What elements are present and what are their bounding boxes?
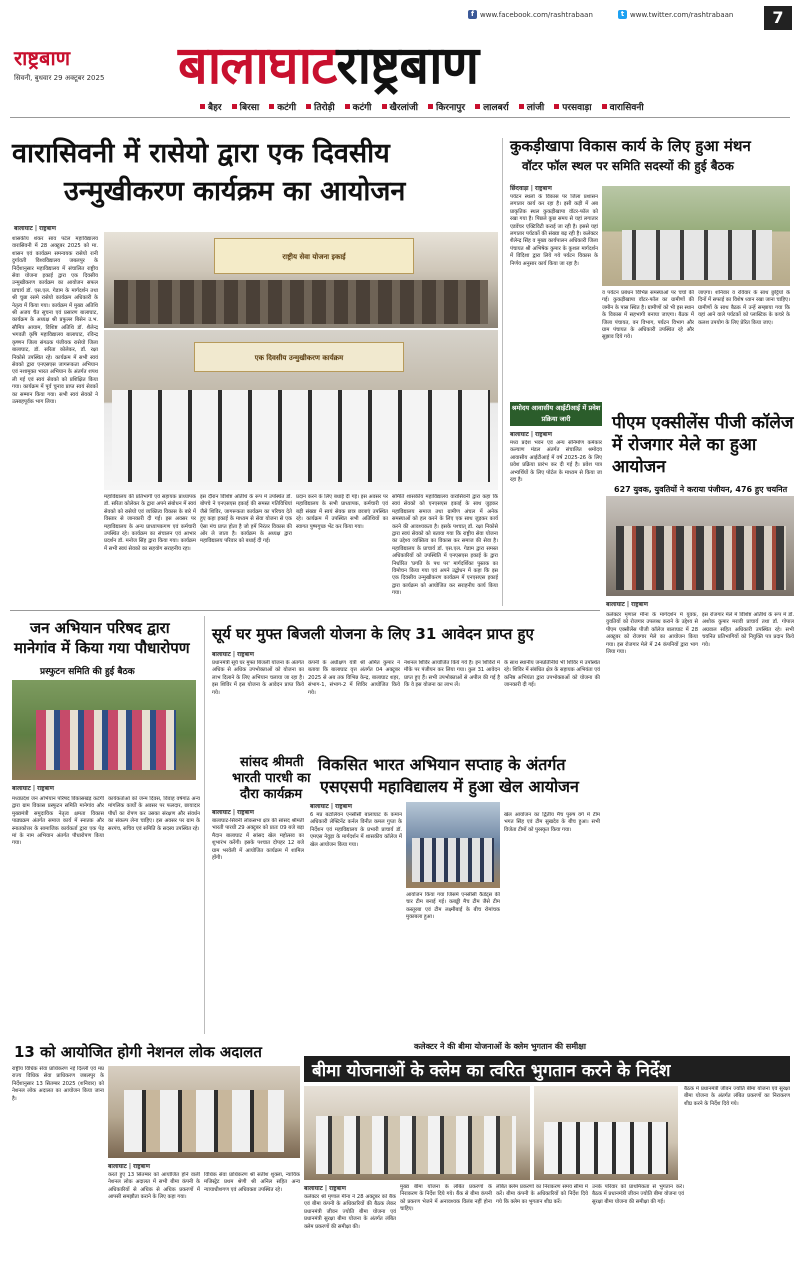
title-red: बालाघाट	[178, 36, 337, 96]
story3-badge: श्रमोदय आवासीय आईटीआई में प्रवेश प्रक्रिया जारी	[510, 402, 602, 426]
meeting-table	[316, 1116, 516, 1174]
story7-headline-1: सांसद श्रीमती	[240, 755, 304, 770]
story7-headline-3: दौरा कार्यक्रम	[240, 787, 303, 802]
story9-photo-1	[304, 1086, 530, 1180]
story4-headline: पीएम एक्सीलेंस पीजी कॉलेज में रोजगार मेले का हुआ आयोजन	[612, 413, 794, 477]
story7-byline: बालाघाट | राष्ट्रबाण	[212, 809, 254, 816]
story6-col4: के साथ स्थानीय जनप्रतिनिधि भी शिविर में उपस्थित रहे। शिविर में संबंधित क्षेत्र के सहायक अभियंता एवं कनिष्ठ अभियंता द्वारा उपभोक्ताओं को योजना की जानकारी दी गई।	[504, 660, 600, 689]
location-label: परसवाड़ा	[562, 102, 592, 113]
story3-byline: बालाघाट | राष्ट्रबाण	[510, 431, 552, 438]
story9-bar: कलेक्टर ने की बीमा योजनाओं के क्लेम भुगतान की समीक्षा	[406, 1038, 790, 1054]
story2-headline-1: कुकड़ीखापा विकास कार्य के लिए हुआ मंथन	[510, 137, 751, 155]
bullet-icon	[269, 104, 274, 109]
location-item	[269, 100, 296, 113]
location-item	[519, 100, 544, 113]
column-divider	[502, 138, 503, 606]
story8-col3: खेल आयोजन का द्वितीय मैच पुरुष वर्ग में टीम भगत सिंह एवं टीम सुखदेव के बीच हुआ। सभी विजेता टीमों को पुरस्कृत किया गया।	[504, 812, 600, 833]
top-bar	[0, 0, 800, 36]
kabaddi-players	[412, 838, 494, 882]
story1-col3: महाविद्यालय की प्रतिभागी एवं सहायक प्राध्यापक डॉ. सरिता कोलेकर के द्वारा अपने संबोधन में स्वयं सेवको को रासेयो एवं व्यक्तित्व विकास के बारे में विस्तार से जानकारी दी गई। इस अवसर पर महाविद्यालय के अन्य प्राध्यापकगण एवं कर्मचारी उपस्थित रहे। कार्यक्रम का संचालन एवं आभार प्रदर्शन डॉ. मनोज सिंह द्वारा किया गया। कार्यक्रम में सभी स्वयं सेवको का सहयोग सराहनीय रहा।	[104, 494, 196, 552]
story4-subhead: 627 युवक, युवतियों ने कराया पंजीयन, 476 हुए चयनित	[614, 485, 788, 494]
location-item	[602, 100, 644, 113]
story9-col4: उनके परिवार को प्राथमिकता से भुगतान करें। बैठक में प्रधानमंत्री जीवन ज्योति बीमा योजना एवं सुरक्षा बीमा योजना की समीक्षा की गई।	[592, 1184, 684, 1205]
story3-body: मध्य प्रदेश भवन एवं अन्य संनिर्माण कर्मकार कल्याण मंडल अंतर्गत संचालित श्रमोदय आवासीय आईटीआई में वर्ष 2025-26 के लिए प्रवेश प्रक्रिया प्रारंभ कर दी गई है। प्रवेश पात्र अभ्यर्थियों के लिए पोर्टल के माध्यम से किया जा रहा है।	[510, 440, 602, 484]
divider	[10, 117, 790, 118]
bullet-icon	[382, 104, 387, 109]
story1-col2: समिति शासकीय महाविद्यालय वारासिवनी द्वारा कहा कि स्वयं सेवको को एनएसएस इकाई के साथ जुड़कर महाविद्यालय समाज तथा ग्रामीण अंचल में अनेक समस्याओं को हल करने के लिए एक साथ जुड़कर कार्य करने की आवश्यकता है। इसके पश्चात् डॉ. रक्षा निकोसे द्वारा स्वयं सेवको को बताया गया कि राष्ट्रीय सेवा योजना का उद्देश्य व्यक्तित्व का विकास कर समाज की सेवा है। महाविद्यालय के प्राचार्य डॉ. एस.एल. गेडाम द्वारा समस्त अधिकारियों को उपस्थिति में एनएसएस इकाई के द्वारा निर्धारित 'प्रगति के पथ पर' मार्गदर्शिका पुस्तक का विमोचन किया गया एवं अपने उद्बोधन में कहा कि इस एक दिवसीय उन्मुखीकरण कार्यक्रम में एनएसएस इकाई द्वारा कार्यक्रम को आयोजित कर सराहनीय कार्य किया गया।	[392, 494, 498, 597]
story9-headline: बीमा योजनाओं के क्लेम का त्वरित भुगतान करने के निर्देश	[304, 1056, 790, 1082]
location-item	[200, 100, 222, 113]
story8-byline: बालाघाट | राष्ट्रबाण	[310, 803, 352, 810]
stage-banner: राष्ट्रीय सेवा योजना इकाई	[214, 238, 414, 274]
bullet-icon	[345, 104, 350, 109]
bullet-icon	[519, 104, 524, 109]
column-divider	[204, 616, 205, 1034]
meeting-group	[622, 230, 772, 280]
group-banner: एक दिवसीय उन्मुखीकरण कार्यक्रम	[194, 342, 404, 372]
story5-col2: कार्यकर्ताओं को जन्म दिवस, विवाह वर्षगांठ अन्य मांगलिक कार्यों के अवसर पर फलदार, छायादार पौधों का रोपण कर उसका संरक्षण और संवर्धन का संकल्प लेना चाहिए। इस अवसर पर ग्राम के सरपंच, सचिव एवं समिति के सदस्य उपस्थित रहे।	[108, 796, 200, 832]
bullet-icon	[475, 104, 480, 109]
story6-col1: प्रधानमंत्री सूर्य घर मुफ्त बिजली योजना के अंतर्गत अधिक से अधिक उपभोक्ताओं को योजना का लाभ दिलाने के लिए अभियान चलाया जा रहा है। इस शिविर में इस योजना के आवेदन प्राप्त किये गये।	[212, 660, 304, 696]
story10-headline: 13 को आयोजित होगी नेशनल लोक अदालत	[14, 1043, 262, 1061]
location-label: कटंगी	[352, 102, 372, 113]
page-title	[178, 36, 478, 96]
story10-photo	[108, 1066, 300, 1158]
story4-photo	[606, 496, 794, 596]
location-label: लांजी	[526, 102, 545, 113]
story5-headline-1: जन अभियान परिषद द्वारा	[30, 619, 170, 637]
bullet-icon	[200, 104, 205, 109]
story1-photo-group	[104, 330, 498, 490]
story1-photo-stage	[104, 232, 498, 328]
story5-byline: बालाघाट | राष्ट्रबाण	[12, 785, 54, 792]
location-label: तिरोड़ी	[314, 102, 335, 113]
story8-col1: 6 मप्र बटालियन एनसीसी बालाघाट के कमान अधिकारी लेफ्टिनेंट कर्नल विनीत कमल गुप्ता के निर्देशन एवं महाविद्यालय के प्रभारी प्राचार्य डॉ. एमएस नेवुड़ा के मार्गदर्शन में शासकीय कॉलेज में खेल आयोजन किया गया।	[310, 812, 402, 848]
story10-byline: बालाघाट | राष्ट्रबाण	[108, 1163, 150, 1170]
location-label: किरनापुर	[436, 102, 466, 113]
story6-col2: कंपनी के अधीक्षण यंत्री श्री अमित कुमार ने बताया कि बालाघाट वृत्त अंतर्गत 04 अक्टूबर 2025 से अब तक विभिन्न केन्द्र, बालाघाट शहर, संभाग-1, संभाग-2 में शिविर आयोजित किये गये।	[308, 660, 400, 696]
location-bar	[0, 97, 800, 115]
story7-body: बालाघाट-सिवनी लोकसभा क्षेत्र की सांसद श्रीमती भारती पारधी 29 अक्टूबर को प्रातः 09 बजे बड़ा मैदान बालाघाट में सांसद खेल महोत्सव का शुभारंभ करेंगी। इसके पश्चात दोपहर 12 बजे ग्राम भरवेली में आयोजित कार्यक्रम में शामिल होंगी।	[212, 818, 304, 862]
divider	[10, 610, 600, 611]
bullet-icon	[306, 104, 311, 109]
story2-col1b	[510, 346, 598, 400]
audience-row	[114, 280, 488, 324]
job-fair-crowd	[616, 526, 786, 590]
story8-col2: आयोजन किया गया जिसमें एनसीसी कैडेट्स की चार टीम बनाई गई। कबड्डी मैच टीम जैसे टीम कस्तूरबा एवं टीम लक्ष्मीबाई के बीच रोमांचक मुकाबला हुआ।	[406, 892, 500, 921]
story5-col1: मध्यप्रदेश जन अभियान परिषद विकासखंड़ कटंगी द्वारा ग्राम विकास प्रस्फुटन समिति मानेगांव और मुख्यमंत्री समुदायिक नेतृत्व क्षमता विकास पाठ्यक्रम अंतर्गत समाज कार्य में स्नातक और स्नातकोत्तर के सामाजिक कार्यकर्ता द्वारा एक पेड़ मां के नाम अभियान अंतर्गत पौधारोपण किया गया।	[12, 796, 104, 847]
story1-headline-1: वारासिवनी में रासेयो द्वारा एक दिवसीय	[12, 138, 390, 169]
page-number: 7	[764, 6, 792, 30]
bullet-icon	[428, 104, 433, 109]
story8-headline-1: विकसित भारत अभियान सप्ताह के अंतर्गत	[318, 755, 566, 774]
story4-col1: कलेक्टर मृणाल मीना के मार्गदर्शन में युवक, युवतियों को रोजगार उपलब्ध कराने के उद्देश्य से पीएम एक्सीलेंस पीजी कॉलेज बालाघाट में 28 अक्टूबर को रोजगार मेले का आयोजन किया गया। इस रोजगार मेले में 24 कंपनियों द्वारा भाग लिया गया।	[606, 612, 698, 656]
story5-photo	[12, 680, 196, 780]
story8-photo	[406, 802, 500, 888]
story1-col4: इस दौरान विशिष्ट अतिथि के रूप में उपस्थित डॉ. बोपचे ने एनएसएस इकाई की समस्त गतिविधियां जैसे शिविर, जागरूकता कार्यक्रम का परिचय देते हुए कहा इकाई के माध्यम से सेवा योजना से एक ऐसा मंच प्राप्त होता है जो हमें निरंतर विकास की ओर ले जाता है। कार्यक्रम के अध्यक्ष द्वारा महाविद्यालय परिवार को बधाई दी गई।	[200, 494, 292, 545]
story1-col5: प्रदान करने के लिए बधाई दी गई। इस अवसर पर महाविद्यालय के सभी प्राध्यापक, कर्मचारी एवं बड़ी संख्या में स्वयं सेवक छात्र छात्राएं उपस्थित रहे। कार्यक्रम में उपस्थित सभी अतिथियों का स्वागत पुष्पगुच्छ भेंट कर किया गया।	[296, 494, 388, 530]
story6-headline: सूर्य घर मुफ्त बिजली योजना के लिए 31 आवेदन प्राप्त हुए	[212, 625, 534, 643]
story9-photo-2	[534, 1086, 678, 1180]
story10-col2: करते हुए 13 सितम्बर को आयोजित होने वाली नेशनल लोक अदालत में सभी बीमा कंपनी के अधिकारियों से अधिक से अधिक प्रकरणों में आपसी समझौता कराने के लिए कहा गया।	[108, 1172, 200, 1201]
officials-row	[544, 1122, 668, 1174]
title-black: राष्ट्रबाण	[336, 36, 479, 96]
masthead	[0, 36, 800, 96]
location-item	[554, 100, 591, 113]
location-label: कटंगी	[277, 102, 297, 113]
story1-byline: बालाघाट | राष्ट्रबाण	[14, 225, 56, 232]
story2-col2: व पर्यटन प्रबंधन विभिन्न समस्याओं पर चर्चा की गई। कुकड़ीखापा वॉटर-फॉल का ग्रामीणों की जमीन के पास स्थित है। ग्रामीणों को भी इस स्थान के विकास में सहभागी बनाया जाएगा। बैठक में जिला पंचायत, वन विभाग, पर्यटन विभाग और ग्राम पंचायत के अधिकारी उपस्थित रहे और सुझाव दिये गये।	[602, 290, 694, 341]
story6-byline: बालाघाट | राष्ट्रबाण	[212, 651, 254, 658]
small-logo: राष्ट्रबाण	[14, 46, 71, 70]
location-label: बिरसा	[239, 102, 260, 113]
bullet-icon	[554, 104, 559, 109]
location-label: वारासिवनी	[609, 102, 644, 113]
facebook-link[interactable]: f www.facebook.com/rashtrabaan	[468, 10, 593, 19]
location-item	[345, 100, 372, 113]
twitter-icon: t	[618, 10, 627, 19]
location-label: लालबर्रा	[483, 102, 509, 113]
story2-headline-2: वॉटर फॉल स्थल पर समिति सदस्यों की हुई बैठक	[522, 159, 734, 173]
story9-col1: कलेक्टर श्री मृणाल मीना ने 28 अक्टूबर को बैंक एवं बीमा कंपनी के अधिकारियों की बैठक लेकर प्रधानमंत्री जीवन ज्योति बीमा योजना एवं प्रधानमंत्री सुरक्षा बीमा योजना के अंतर्गत लंबित क्लेम प्रकरणों की समीक्षा की।	[304, 1194, 396, 1230]
court-officials	[124, 1090, 284, 1152]
story10-col3: विधिक सेवा प्राधिकरण श्री सतीश शुक्ला, न्यायिक मजिस्ट्रेट प्रथम श्रेणी श्री अनिल सहित अन्य न्यायाधीशगण एवं अधिवक्ता उपस्थित रहे।	[204, 1172, 300, 1193]
story2-col3: जाएगा। शनिवार व रविवार के साथ छुट्टियों के दिनों में सफाई का विशेष ध्यान रखा जाना चाहिए। ग्रामीणों के साथ बैठक में उन्हें सम्झाया गया कि यहां आने वाले पर्यटकों को प्लास्टिक के कचरे के कलश उपयोग के लिए प्रेरित किया जाए।	[698, 290, 790, 326]
story9-byline: बालाघाट | राष्ट्रबाण	[304, 1185, 346, 1192]
story1-col1: शासकीय शंकर साव पटेल महाविद्यालय वारासिवनी में 28 अक्टूबर 2025 को मा. शासन एवं कार्यक्रम समन्वयक रासेयो रानी दुर्गावती विश्वविद्यालय जबलपुर के निर्देशानुसार महाविद्यालय में संचालित राष्ट्रीय सेवा योजना इकाई द्वारा एक दिवसीय उन्मुखीकरण कार्यक्रम का आयोजन सफल प्राचार्य डॉ. एस.एल. गेडाम के मार्गदर्शन तथा श्री चुन्ना रसमे रासेयो कार्यक्रम अधिकारी के नेतृत्व में किया गया। कार्यक्रम में मुख्य अतिथि श्री अजय चैत सूचना एवं प्रसारण बालाघाट, कार्यक्रम के अध्यक्ष श्री प्रफुल्ल बिसेन उ.भ. सौमित्र आयाम, विशिष्ट अतिथि डॉ. शैलेन्द्र भगवती कृषि महाविद्यालय बालाघाट, रविन्द्र कृष्णन जिला संगठक पंजीयक रासेयो जिला बालाघाट, डॉ. सरिता कोलेकर, डॉ. रक्षा निकोसे उपस्थित रहे। कार्यक्रम में सभी स्वयं सेवको द्वारा एनएसएस जागरूकता अभियान एवं नशामुक्त भारत अभियान के अंतर्गत शपथ ली गई एवं स्वयं सेवको को प्रशिक्षित किया गया। कार्यक्रम में पूर्व चुनाव प्राप्त स्वयं सेवकों का सम्मान किया गया। सभी स्वयं सेवको ने उत्साहपूर्वक भाग लिया।	[12, 236, 98, 405]
location-item	[428, 100, 465, 113]
story5-headline-2: मानेगांव में किया गया पौधारोपण	[14, 639, 190, 657]
story10-col1: राष्ट्रीय विधिक सेवा प्राधिकरण नई दिल्ली एवं मप्र राज्य विधिक सेवा प्राधिकरण जबलपुर के निर्देशानुसार 13 सितम्बर 2025 (शनिवार) को नेशनल लोक अदालत का आयोजन किया जाना है।	[12, 1066, 104, 1102]
story2-photo	[602, 186, 790, 286]
story6-col3: नेशनल शिविर आयोजित किये गये है। इन शिविरों में मौके पर पंजीयन कर लिया गया। कुल 31 आवेदन प्राप्त हुए हैं। सभी उपभोक्ताओं से अपील की गई है कि वे इस योजना का लाभ लें।	[404, 660, 500, 689]
story9-col2: मुख्य बीमा योजना के लंबित प्रकरणों के निराकरण के निर्देश दिये गये। बैंक से बीमा कंपनी को प्रकरण भेजने में अनावश्यक विलंब नहीं होना चाहिए।	[400, 1184, 492, 1213]
location-label: खैरलांजी	[389, 102, 419, 113]
story7-headline-2: भारती पारधी का	[232, 771, 311, 786]
bullet-icon	[232, 104, 237, 109]
story8-headline-2: एसएसपी महाविद्यालय में हुआ खेल आयोजन	[320, 777, 579, 796]
story4-byline: बालाघाट | राष्ट्रबाण	[606, 601, 648, 608]
story9-col5: बैठक में प्रधानमंत्री जीवन ज्योति बीमा योजना एवं सुरक्षा बीमा योजना के अंतर्गत लंबित प्रकरणों का निराकरण शीघ्र करने के निर्देश दिये गये।	[684, 1086, 790, 1107]
location-item	[306, 100, 335, 113]
students-row	[112, 390, 490, 482]
twitter-link[interactable]: t www.twitter.com/rashtrabaan	[618, 10, 733, 19]
location-item	[475, 100, 509, 113]
location-item	[232, 100, 260, 113]
story2-byline: छिंदवाड़ा | राष्ट्रबाण	[510, 185, 552, 192]
bullet-icon	[602, 104, 607, 109]
story2-col1: पर्यटन स्थलों के विकास पर जिला प्रशासन लगातार कार्य कर रहा है। इसी कड़ी में अब प्राकृतिक स्थल कुकड़ीखापा वॉटर-फॉल को रखा गया है। पिछले कुछ समय से यहां लगातार एडवेंचर एक्टिविटी कराई जा रही है। इससे यहां लगातार पर्यटकों की संख्या बढ़ रही है। कलेक्टर शैलेन्द्र सिंह व मुख्य कार्यपालन अधिकारी जिला पंचायत श्री अभिषेक कुमार के कुशल मार्गदर्शन में विदिशा द्वारा लिये गये पर्यटन विकास के निर्णय अनुसार कार्य किया जा रहा है।	[510, 194, 598, 267]
location-label: बैहर	[208, 102, 222, 113]
story5-subhead: प्रस्फुटन समिति की हुई बैठक	[40, 667, 135, 677]
story1-headline-2: उन्मुखीकरण कार्यक्रम का आयोजन	[64, 176, 406, 207]
dateline: सिवनी, बुधवार 29 अक्टूबर 2025	[14, 74, 105, 82]
location-item	[382, 100, 419, 113]
story9-col3: लंबित क्लेम प्रकरणों का निराकरण समय सीमा में करें। बीमा कंपनी के अधिकारियों को निर्देश दिये गये कि क्लेम का भुगतान शीघ्र करें।	[496, 1184, 588, 1205]
story4-col2: इस रोजगार मेले में विशिष्ट अतिथि के रूप में डॉ. अशोक कुमार मरावी प्राचार्य तथा डॉ. गोपाल अग्रवाल सहित अधिकारी उपस्थित रहे। सभी चयनित प्रतिभागियों को नियुक्ति पत्र प्रदान किये गये।	[702, 612, 794, 648]
plantation-group	[36, 710, 176, 770]
facebook-icon: f	[468, 10, 477, 19]
